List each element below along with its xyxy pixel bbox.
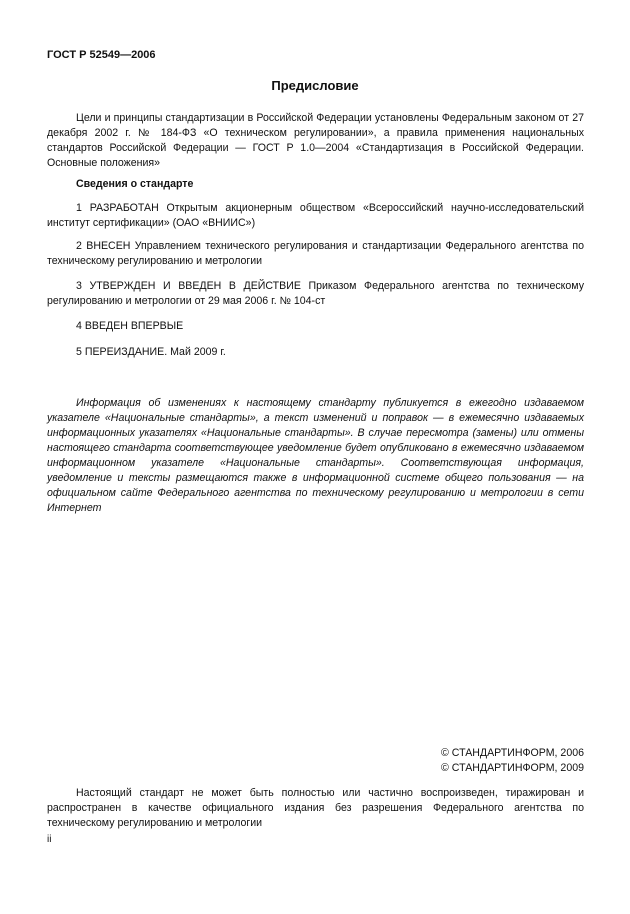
info-item-approved: 3 УТВЕРЖДЕН И ВВЕДЕН В ДЕЙСТВИЕ Приказом Федерального агентства по техническому регулированию и метрологии от 29 мая 2006 г. № 104-ст [47,280,584,307]
info-item-reissue: 5 ПЕРЕИЗДАНИЕ. Май 2009 г. [76,346,226,358]
page-number: ii [47,834,52,845]
document-code: ГОСТ Р 52549—2006 [47,49,156,61]
section-heading: Сведения о стандарте [76,178,194,190]
copyright-line: © СТАНДАРТИНФОРМ, 2006 [441,747,584,759]
intro-paragraph: Цели и принципы стандартизации в Российской Федерации установлены Федеральным законом от 27 декабря 2002 г. № 184-ФЗ «О техническом регулировании», а правила применения национальных стандартов Российской Федерации — ГОСТ Р 1.0—2004 «Стандартизация в Российской Федерации. Основные положения» [47,112,584,169]
info-item-submitted: 2 ВНЕСЕН Управлением технического регулирования и стандартизации Федерального агентства по техническому регулированию и метрологии [47,240,584,267]
copyright-line: © СТАНДАРТИНФОРМ, 2009 [441,762,584,774]
info-item-developed: 1 РАЗРАБОТАН Открытым акционерным обществом «Всероссийский научно-исследовательский институт сертификации» (ОАО «ВНИИС») [47,202,584,229]
changes-note: Информация об изменениях к настоящему стандарту публикуется в ежегодно издаваемом указателе «Национальные стандарты», а текст изменений и поправок — в ежемесячно издаваемых информационных указателях «Национальные стандарты». В случае пересмотра (замены) или отмены настоящего стандарта соответствующее уведомление будет опубликовано в ежемесячно издаваемом информационном указателе «Национальные стандарты». Соответствующая информация, уведомление и тексты размещаются также в информационной системе общего пользования — на официальном сайте Федерального агентства по техническому регулированию и метрологии в сети Интернет [47,397,584,514]
reproduction-notice: Настоящий стандарт не может быть полностью или частично воспроизведен, тиражирован и распространен в качестве официального издания без разрешения Федерального агентства по техническому регулированию и метрологии [47,787,584,829]
info-item-first-introduced: 4 ВВЕДЕН ВПЕРВЫЕ [76,320,184,332]
page-title: Предисловие [271,78,359,93]
